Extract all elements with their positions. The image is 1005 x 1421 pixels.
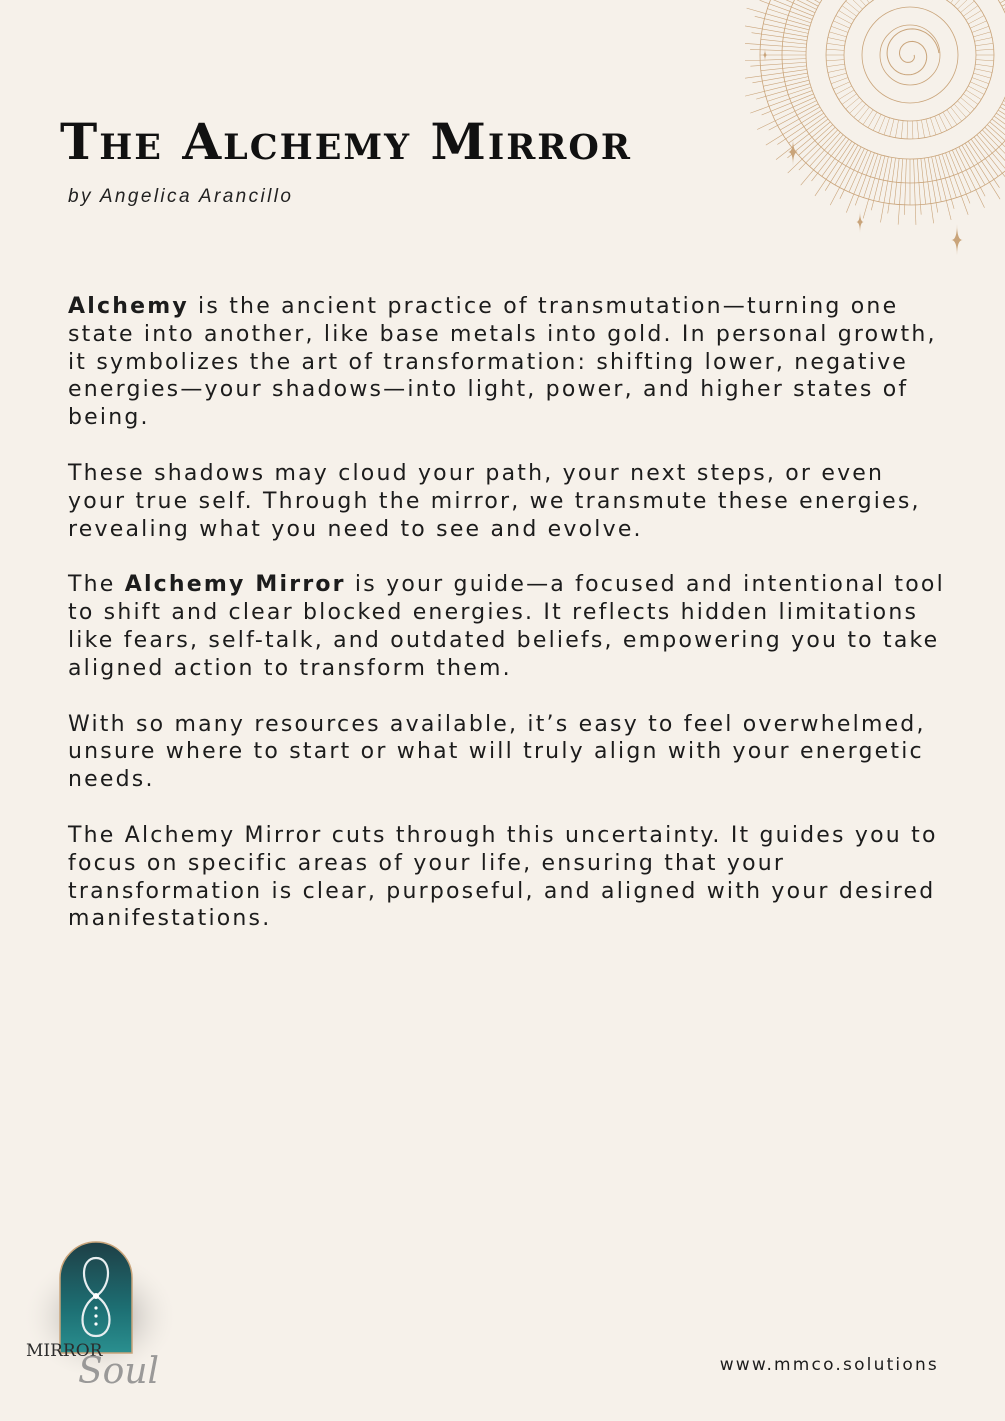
paragraph-text: The Alchemy Mirror cuts through this uncertainty. It guides you to focus on specific areas of your life, ensuring that your transformation is clear, purposeful, and aligned with your desired manifestations. (68, 822, 938, 932)
sunburst-decoration (745, 0, 1005, 270)
paragraph-text: is the ancient practice of transmutation—turning one state into another, like base metals into gold. In personal growth, it symbolizes the art of transformation: shifting lower, negative energies—your shadows—into light, power, and higher states of being. (68, 294, 937, 431)
paragraph-shadows (68, 460, 948, 543)
mirror-soul-logo (20, 1238, 190, 1398)
paragraph-prefix: The (68, 572, 125, 598)
author-byline: by Angelica Arancillo (68, 186, 294, 207)
paragraph-alchemy-mirror (68, 571, 948, 682)
bold-term: Alchemy Mirror (124, 572, 346, 598)
svg-text:Soul: Soul (78, 1351, 160, 1392)
paragraph-text: is your guide—a focused and intentional tool to shift and clear blocked energies. It reflects hidden limitations like fears, self-talk, and outdated beliefs, empowering you to take aligned action to transform them. (68, 572, 945, 681)
paragraph-resources (68, 711, 948, 794)
paragraph-alchemy-definition (68, 293, 948, 432)
bold-term: Alchemy (68, 294, 189, 319)
document-title: The Alchemy Mirror (60, 112, 632, 171)
paragraph-uncertainty (68, 822, 948, 933)
svg-text:MIRROR: MIRROR (26, 1341, 103, 1361)
paragraph-text: With so many resources available, it’s easy to feel overwhelmed, unsure where to start or what will truly align with your energetic needs. (68, 711, 926, 793)
body-text (68, 293, 948, 961)
paragraph-text: These shadows may cloud your path, your next steps, or even your true self. Through the mirror, we transmute these energies, revealing what you need to see and evolve. (68, 460, 921, 542)
website-url: www.mmco.solutions (719, 1355, 939, 1375)
